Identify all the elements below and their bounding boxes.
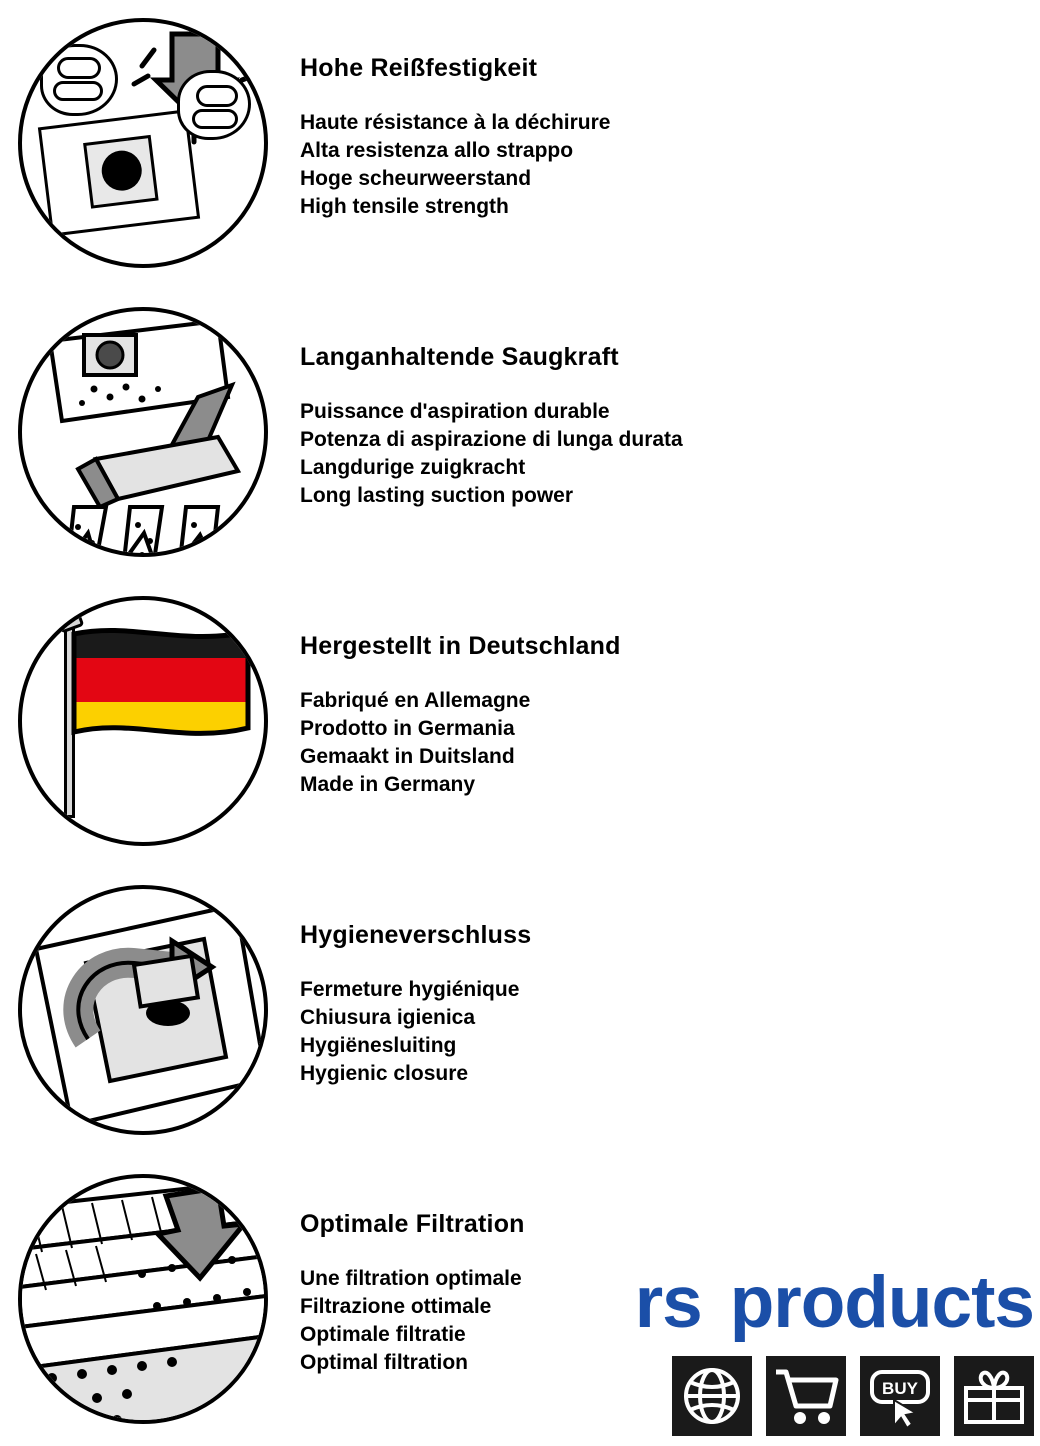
feature-hygienic-closure — [0, 867, 1040, 1156]
feature-title: Hohe Reißfestigkeit — [300, 54, 538, 82]
feature-line: Made in Germany — [300, 773, 476, 796]
icon-wrap-3 — [0, 578, 300, 867]
finger — [57, 57, 101, 79]
shopping-cart-icon[interactable] — [766, 1356, 846, 1436]
icon-wrap-1 — [0, 0, 300, 289]
feature-line: Prodotto in Germania — [300, 717, 515, 740]
feature-texts-1 — [300, 0, 610, 221]
feature-line: Puissance d'aspiration durable — [300, 400, 610, 423]
brand-wordmark — [634, 1262, 1034, 1343]
multi-layer-filter-icon — [18, 1174, 268, 1424]
sliding-hygienic-closure-icon — [18, 885, 268, 1135]
feature-title: Langanhaltende Saugkraft — [300, 343, 619, 371]
feature-line: Potenza di aspirazione di lunga durata — [300, 428, 683, 451]
icon-wrap-2 — [0, 289, 300, 578]
feature-line: Hygiënesluiting — [300, 1034, 457, 1057]
finger — [53, 81, 103, 101]
feature-line: Chiusura igienica — [300, 1006, 476, 1029]
feature-title: Optimale Filtration — [300, 1210, 525, 1238]
buy-button-icon[interactable] — [860, 1356, 940, 1436]
feature-line: Filtrazione ottimale — [300, 1295, 492, 1318]
feature-line: Haute résistance à la déchirure — [300, 111, 611, 134]
gift-box-icon[interactable] — [954, 1356, 1034, 1436]
feature-line: Optimale filtratie — [300, 1323, 466, 1346]
feature-texts-5 — [300, 1156, 525, 1377]
vacuum-nozzle-suction-icon — [18, 307, 268, 557]
feature-line: Une filtration optimale — [300, 1267, 522, 1290]
feature-high-tensile-strength — [0, 0, 1040, 289]
badge-row — [652, 1356, 1034, 1436]
german-flag-icon — [18, 596, 268, 846]
feature-line: Gemaakt in Duitsland — [300, 745, 515, 768]
feature-line: Fabriqué en Allemagne — [300, 689, 531, 712]
hands-tearing-dust-bag-icon — [18, 18, 268, 268]
feature-title: Hygieneverschluss — [300, 921, 532, 949]
icon-wrap-4 — [0, 867, 300, 1156]
feature-made-in-germany — [0, 578, 1040, 867]
brand-logo-block — [634, 1262, 1034, 1436]
feature-line: Optimal filtration — [300, 1351, 468, 1374]
brand-word-rs: rs — [634, 1262, 702, 1343]
finger — [196, 85, 238, 107]
feature-line: Langdurige zuigkracht — [300, 456, 526, 479]
feature-long-lasting-suction-power — [0, 289, 1040, 578]
feature-texts-4 — [300, 867, 531, 1088]
feature-line: Long lasting suction power — [300, 484, 573, 507]
globe-icon[interactable] — [672, 1356, 752, 1436]
feature-line: Hygienic closure — [300, 1062, 469, 1085]
feature-texts-3 — [300, 578, 621, 799]
feature-texts-2 — [300, 289, 683, 510]
buy-label: BUY — [882, 1379, 918, 1398]
feature-line: High tensile strength — [300, 195, 509, 218]
feature-title: Hergestellt in Deutschland — [300, 632, 621, 660]
feature-line: Alta resistenza allo strappo — [300, 139, 574, 162]
feature-line: Hoge scheurweerstand — [300, 167, 532, 190]
brand-word-products: products — [729, 1262, 1034, 1343]
finger — [192, 109, 238, 129]
feature-line: Fermeture hygiénique — [300, 978, 520, 1001]
icon-wrap-5 — [0, 1156, 300, 1445]
